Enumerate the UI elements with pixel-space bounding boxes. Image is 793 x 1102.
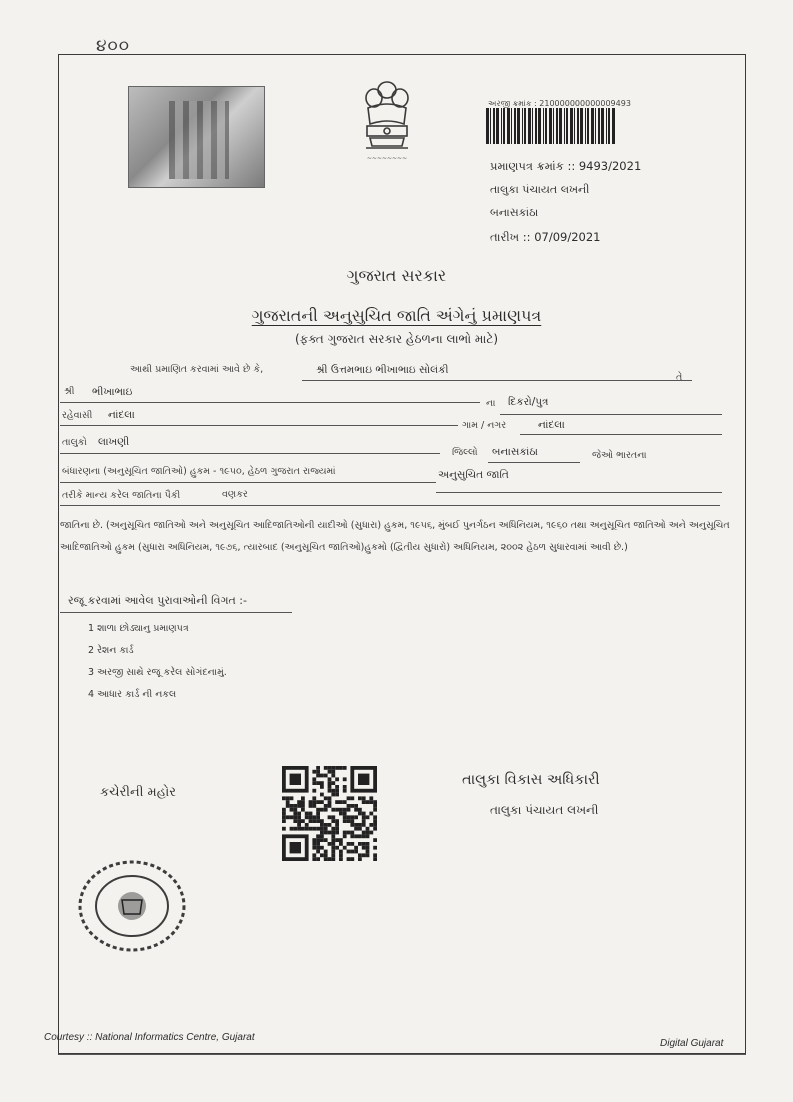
document-item: 2 રેશન કાર્ડ xyxy=(88,645,134,656)
district-label: જિલ્લો xyxy=(452,447,478,458)
village-type-label: ગામ / નગર xyxy=(462,420,507,431)
caste-value: વણકર xyxy=(222,489,248,500)
svg-text:~~~~~~~~: ~~~~~~~~ xyxy=(366,155,408,162)
resident-village: નાંદલા xyxy=(108,409,135,421)
certify-suffix: તે xyxy=(676,372,683,383)
caste-line xyxy=(60,505,720,506)
constitution-line: બંધારણના (અનુસૂચિત જાતિઓ) હુકમ - ૧૯૫૦, હેઠળ ગુજરાત રાજ્યમાં xyxy=(62,466,336,477)
shri-label: શ્રી xyxy=(64,386,75,397)
document-item: 1 શાળા છોડ્યાનુ પ્રમાણપત્ર xyxy=(88,623,189,634)
resident-label: રહેવાસી xyxy=(62,410,93,421)
district-value: બનાસકાંઠા xyxy=(492,446,539,458)
district-line xyxy=(488,462,580,463)
constitution-underline xyxy=(60,482,436,483)
officer-title: તાલુકા વિકાસ અધિકારી xyxy=(462,772,600,788)
office-seal-label: કચેરીની મહોર xyxy=(100,785,176,800)
page-number: ૪૦૦ xyxy=(96,36,131,56)
resident-line xyxy=(60,425,458,426)
document-item: 3 અરજી સાથે રજૂ કરેલ સોગંદનામું. xyxy=(88,667,227,678)
qr-code xyxy=(282,766,377,861)
category-line xyxy=(436,492,722,493)
father-name: ભીખાભાઇ xyxy=(92,386,133,398)
father-name-line xyxy=(60,402,480,403)
certify-label: આથી પ્રમાણિત કરવામાં આવે છે કે, xyxy=(130,364,264,375)
round-seal-stamp xyxy=(70,856,190,956)
who-label: જેઓ ભારતના xyxy=(592,450,647,461)
certify-name-line xyxy=(302,380,692,381)
village-value-line xyxy=(520,434,722,435)
footer-line xyxy=(58,1054,746,1055)
category-value: અનુસુચિત જાતિ xyxy=(438,469,509,481)
relation: દિકરો/પુત્ર xyxy=(508,396,549,408)
national-emblem-icon xyxy=(352,76,422,166)
documents-heading: રજૂ કરવામાં આવેલ પુરાવાઓની વિગત :- xyxy=(68,594,247,607)
village-value: નાંદલા xyxy=(538,419,565,431)
courtesy-text: Courtesy :: National Informatics Centre, Gujarat xyxy=(44,1032,255,1043)
certificate-title: ગુજરાતની અનુસુચિત જાતિ અંગેનું પ્રમાણપત્ર xyxy=(251,306,542,325)
taluka-line xyxy=(60,453,440,454)
issuing-district: બનાસકાંઠા xyxy=(490,206,539,219)
taluka-value: લાખણી xyxy=(98,436,130,448)
barcode xyxy=(486,108,616,144)
certificate-subtitle: (ફક્ત ગુજરાત સરકાર હેઠળના લાભો માટે) xyxy=(294,332,499,346)
documents-heading-line xyxy=(60,612,292,613)
issue-date: તારીખ :: 07/09/2021 xyxy=(490,230,601,244)
document-item: 4 આધાર કાર્ડ ની નકલ xyxy=(88,689,177,700)
taluka-label: તાલુકો xyxy=(62,437,87,448)
legal-paragraph: જાતિના છે. (અનુસૂચિત જાતિઓ અને અનુસૂચિત આદિજાતિઓની યાદીઓ (સુધારા) હુકમ, ૧૯૫૬, મુંબઈ પુનર્ગઠન અધિનિયમ, ૧૯૬૦ તથા અનુસૂચિત જાતિઓ અને અનુસૂચિત આદિજાતિઓ હુકમ (સુધારા અધિનિયમ, ૧૯૭૬, ત્યારબાદ (અનુસૂચિત જાતિઓ)હુકમો (દ્વિતીય સુધારો) અધિનિયમ, ૨૦૦૨ હેઠળ સુધારવામાં આવી છે.) xyxy=(60,520,730,553)
certificate-number: પ્રમાણપત્ર ક્રમાંક :: 9493/2021 xyxy=(490,159,642,173)
government-name: ગુજરાત સરકાર xyxy=(346,266,447,285)
certify-name: શ્રી ઉત્તમભાઇ ભીખાભાઇ સોલંકી xyxy=(316,364,449,376)
issuing-office: તાલુકા પંચાયત લખની xyxy=(490,183,590,196)
digital-gujarat-label: Digital Gujarat xyxy=(660,1038,724,1049)
relation-line xyxy=(500,414,722,415)
officer-office: તાલુકા પંચાયત લખની xyxy=(490,803,599,817)
son-label: ના xyxy=(486,398,496,409)
applicant-photo xyxy=(128,86,265,188)
caste-label: તરીકે માન્ય કરેલ જાતિના પૈકી xyxy=(62,490,181,501)
application-reference: અરજી ક્રમાંક : 210000000000009493 xyxy=(488,99,631,108)
